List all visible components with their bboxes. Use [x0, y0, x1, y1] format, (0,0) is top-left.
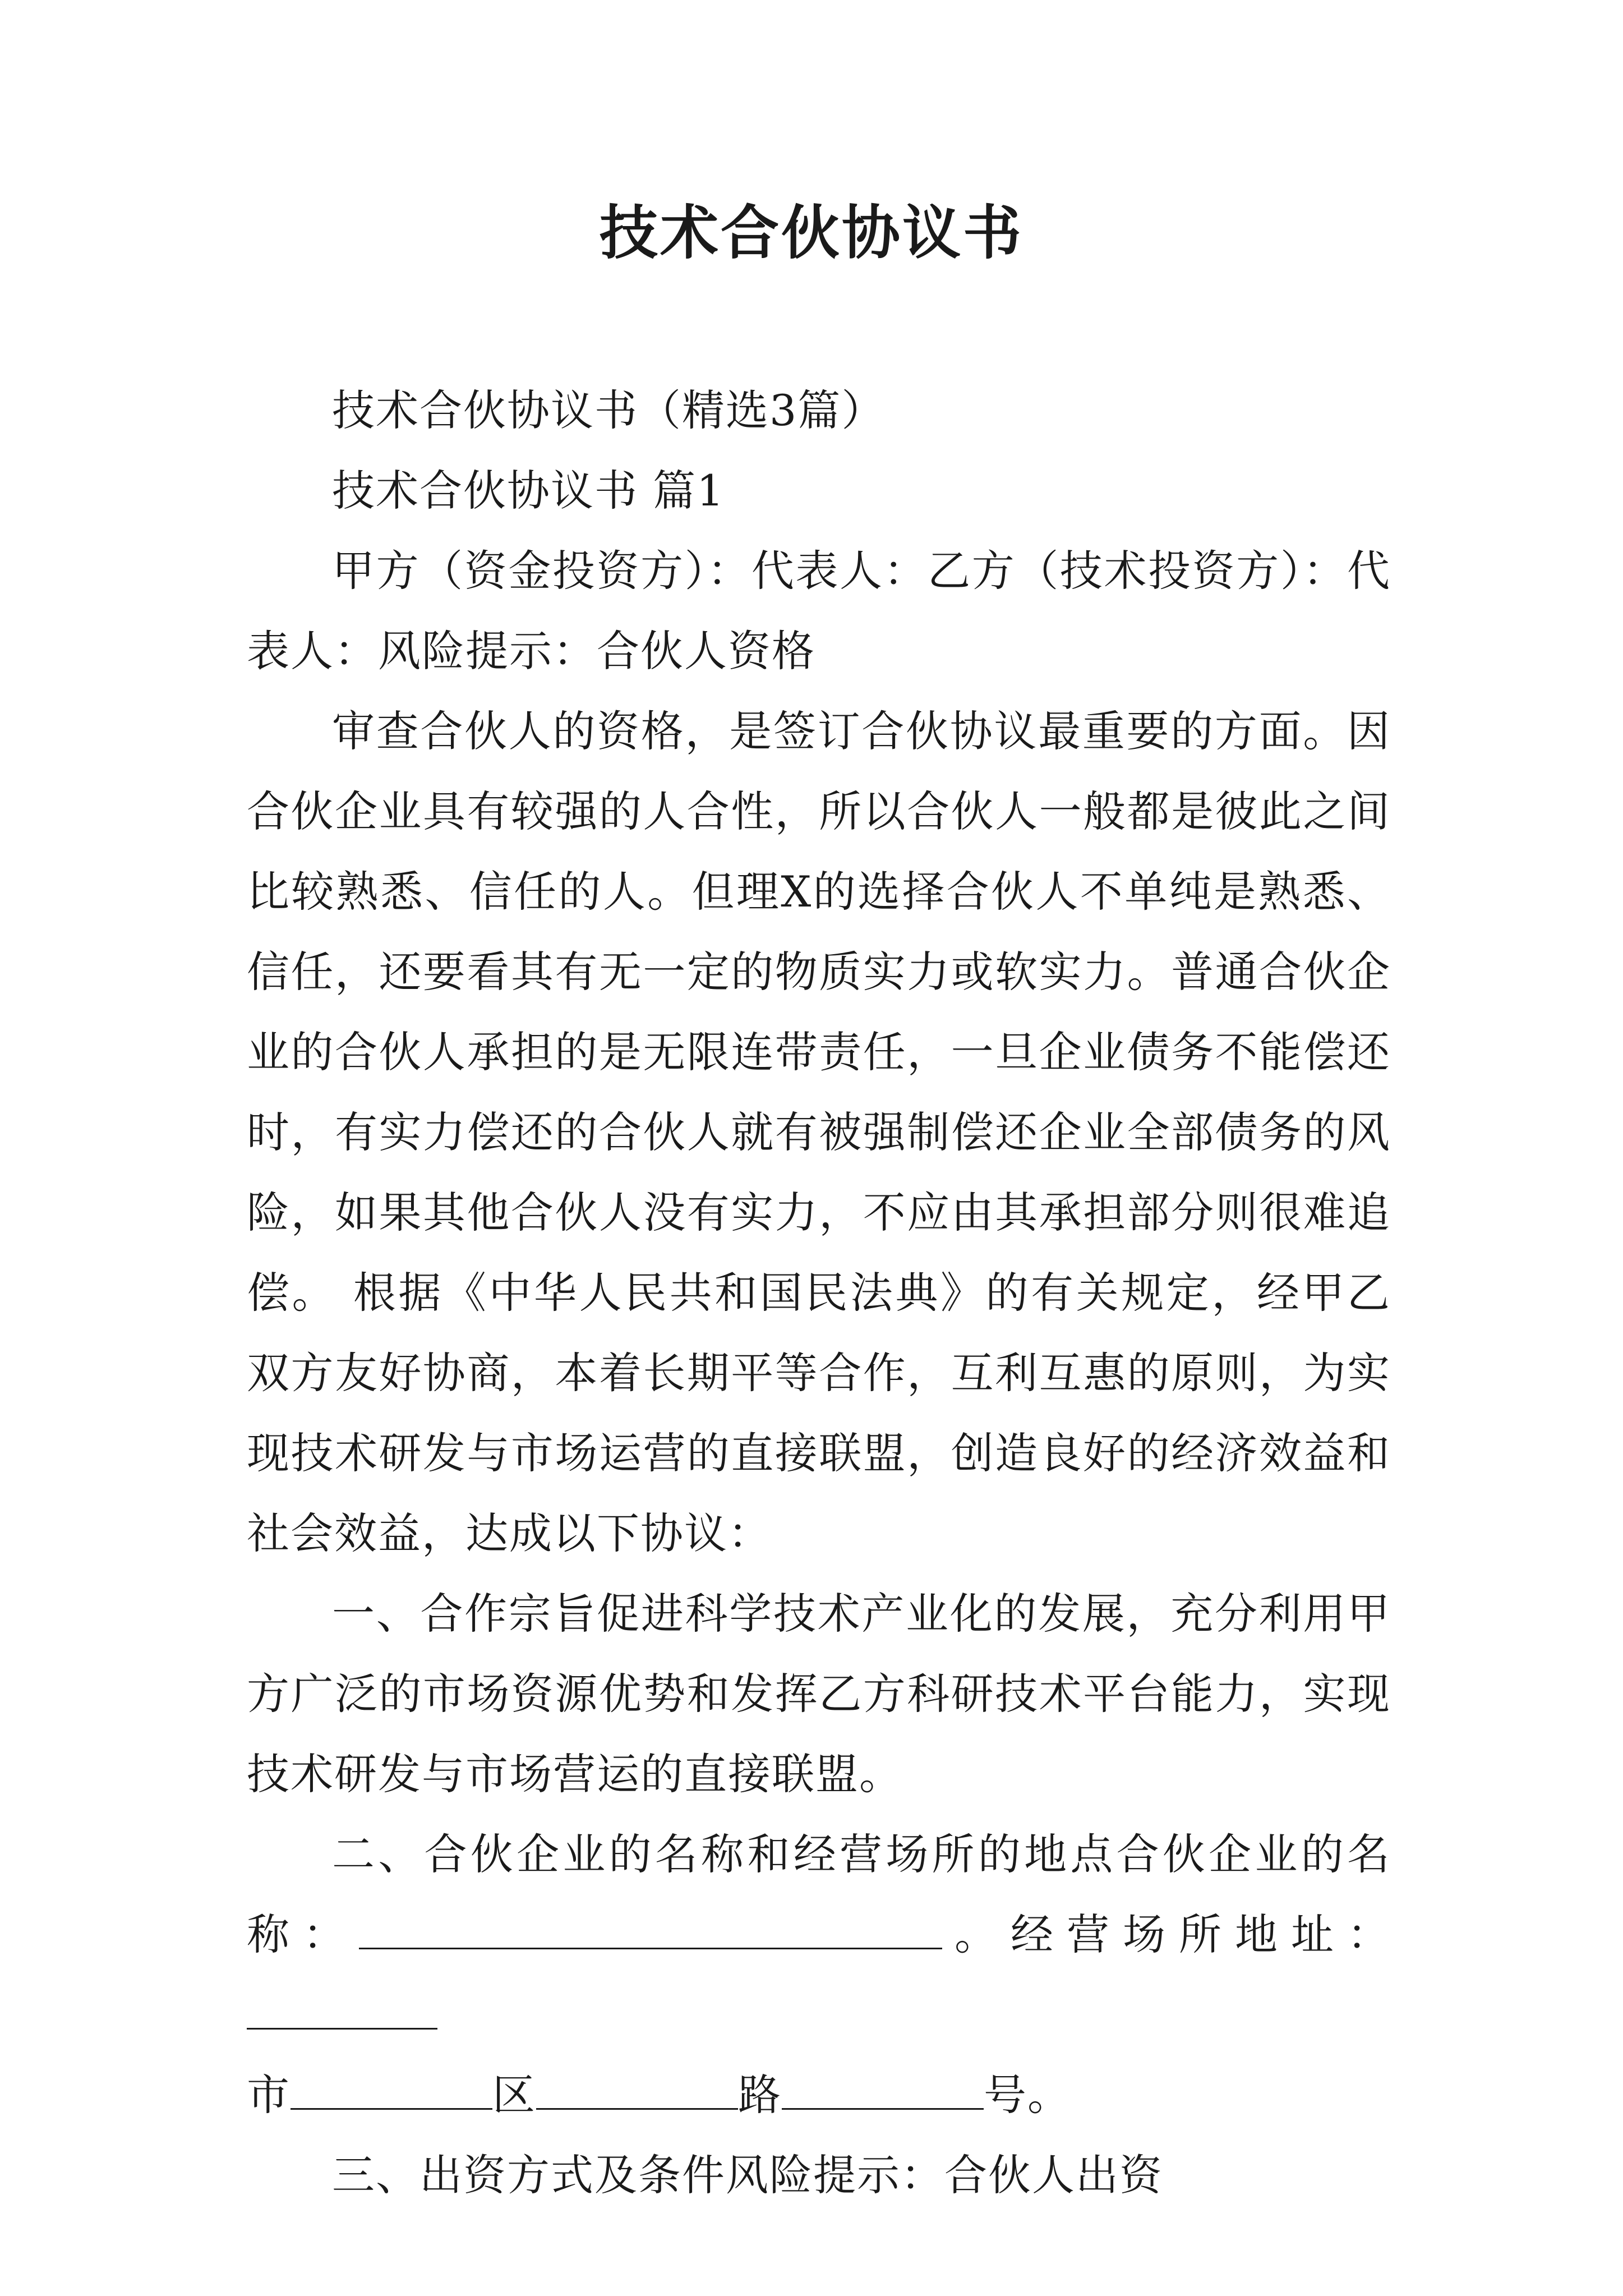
number-label: 号。 — [984, 2070, 1071, 2120]
road-label: 路 — [738, 2070, 782, 2120]
city-label: 市 — [247, 2070, 291, 2120]
clause-three-paragraph: 三、出资方式及条件风险提示：合伙人出资 — [332, 2150, 1163, 2200]
city-blank[interactable] — [291, 2072, 492, 2110]
clause-one-paragraph: 一、合作宗旨促进科学技术产业化的发展，充分利用甲方广泛的市场资源优势和发挥乙方科研技术平台能力，实现技术研发与市场营运的直接联盟。 — [247, 1589, 1391, 1799]
clause-two-lead: 二、合伙企业的名称和经营场所的地点合伙企业的名称： — [247, 1829, 1391, 1959]
qualification-paragraph: 审查合伙人的资格，是签订合伙协议最重要的方面。因合伙企业具有较强的人合性，所以合伙人一般都是彼此之间比较熟悉、信任的人。但理X的选择合伙人不单纯是熟悉、信任，还要看其有无一定的物质实力或软实力。普通合伙企业的合伙人承担的是无限连带责任，一旦企业债务不能偿还时，有实力偿还的合伙人就有被强制偿还企业全部债务的风险，如果其他合伙人没有实力，不应由其承担部分则很难追偿。 根据《中华人民共和国民法典》的有关规定，经甲乙双方友好协商，本着长期平等合作，互利互惠的原则，为实现技术研发与市场运营的直接联盟，创造良好的经济效益和社会效益，达成以下协议： — [247, 706, 1391, 1558]
address-label: 。经营场所地址： — [942, 1910, 1391, 1959]
address-blank[interactable] — [247, 1992, 437, 2030]
document-title: 技术合伙协议书 — [599, 198, 1023, 267]
document-body — [247, 370, 1391, 2215]
road-blank[interactable] — [782, 2072, 984, 2110]
company-name-blank[interactable] — [359, 1912, 942, 1949]
document-subtitle: 技术合伙协议书（精选3篇） — [332, 385, 886, 435]
parties-paragraph: 甲方（资金投资方）：代表人：乙方（技术投资方）：代表人：风险提示：合伙人资格 — [247, 546, 1391, 676]
address-fill-row — [247, 2055, 1391, 2135]
district-blank[interactable] — [536, 2072, 738, 2110]
district-label: 区 — [492, 2070, 536, 2120]
clause-two-paragraph — [247, 1814, 1391, 2055]
section-heading: 技术合伙协议书 篇1 — [332, 466, 725, 516]
